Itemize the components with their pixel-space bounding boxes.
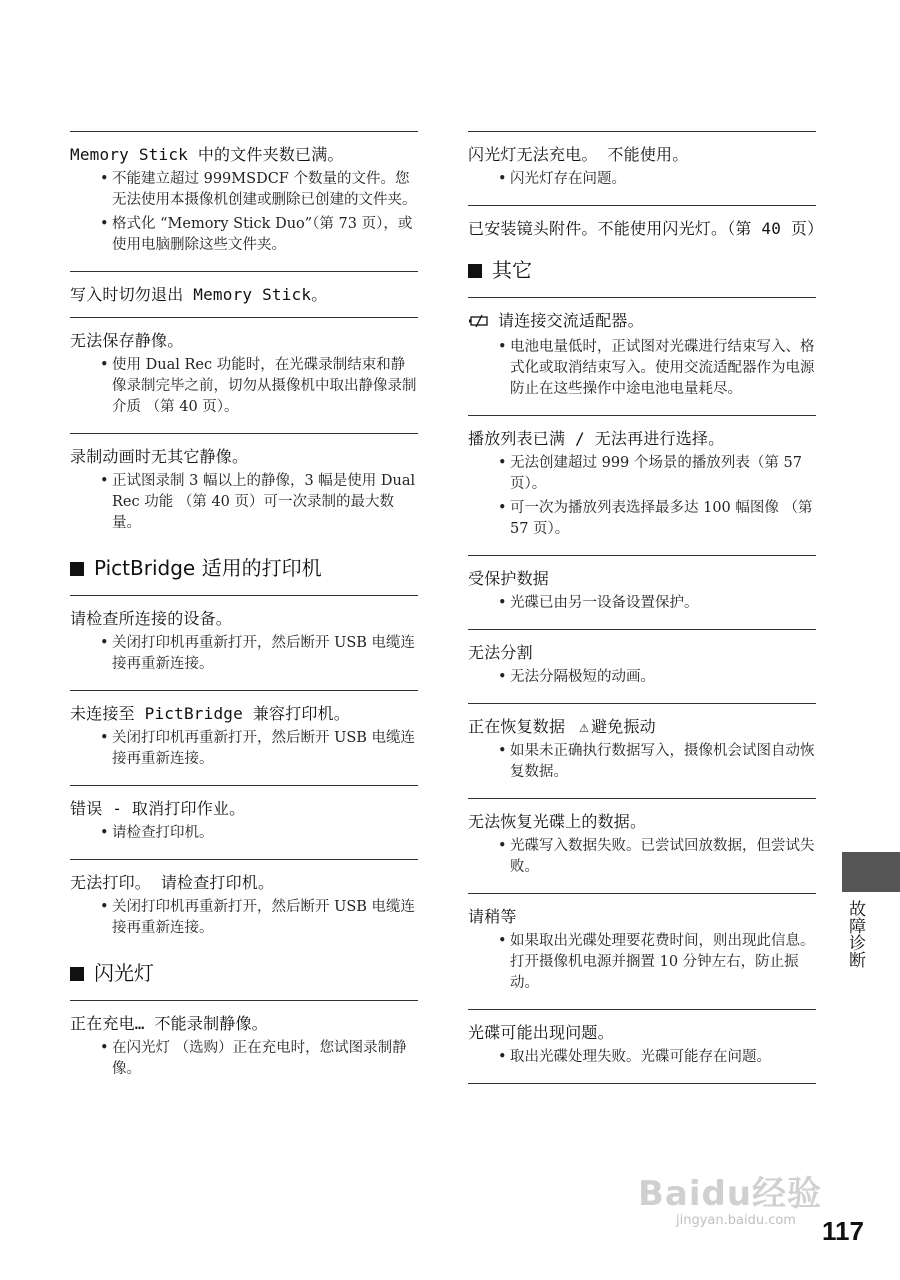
section-heading-flash <box>70 960 418 986</box>
entry-cannot-save-still <box>70 317 418 433</box>
entry-title <box>468 716 816 737</box>
warning-icon: ⚠ <box>579 717 590 736</box>
bullet-item: • 闪光灯存在问题。 <box>510 169 816 190</box>
entry-title: 无法恢复光碟上的数据。 <box>468 812 647 831</box>
bullet-list <box>468 741 816 783</box>
chapter-tab <box>842 852 900 892</box>
bullet-item: • 格式化 “Memory Stick Duo”（第 73 页），或使用电脑删除这些文件夹。 <box>112 214 418 256</box>
bullet-list <box>70 633 418 675</box>
entry-no-more-stills <box>70 433 418 549</box>
page-number: 117 <box>822 1216 864 1246</box>
entry-cannot-print <box>70 859 418 954</box>
entry-no-eject <box>70 271 418 317</box>
entry-title: 请稍等 <box>468 907 517 926</box>
section-heading-pictbridge <box>70 555 418 581</box>
bullet-item: • 关闭打印机再重新打开，然后断开 USB 电缆连接再重新连接。 <box>112 728 418 770</box>
section-title: 其它 <box>492 258 532 282</box>
entry-title-text: 请连接交流适配器。 <box>498 311 644 330</box>
bullet-item: • 请检查打印机。 <box>112 823 418 844</box>
bullet-item: • 取出光碟处理失败。光碟可能存在问题。 <box>510 1047 816 1068</box>
entry-disc-problem <box>468 1009 816 1084</box>
entry-connect-ac <box>468 297 816 415</box>
entry-title: 正在充电… 不能录制静像。 <box>70 1014 268 1033</box>
entry-protected <box>468 555 816 629</box>
entry-title: 受保护数据 <box>468 569 550 588</box>
bullet-list <box>70 897 418 939</box>
entry-title: 无法分割 <box>468 643 533 662</box>
entry-title: 写入时切勿退出 Memory Stick。 <box>70 285 328 304</box>
entry-charging <box>70 1000 418 1095</box>
bullet-item: • 正试图录制 3 幅以上的静像，3 幅是使用 Dual Rec 功能 （第 40 页）可一次录制的最大数量。 <box>112 471 418 534</box>
entry-cannot-divide <box>468 629 816 703</box>
bullet-item: • 无法创建超过 999 个场景的播放列表（第 57 页）。 <box>510 453 816 495</box>
entry-title: 未连接至 PictBridge 兼容打印机。 <box>70 704 350 723</box>
section-square-icon <box>70 967 84 981</box>
bullet-item: • 关闭打印机再重新打开，然后断开 USB 电缆连接再重新连接。 <box>112 633 418 675</box>
bullet-list <box>70 728 418 770</box>
entry-title: 闪光灯无法充电。 不能使用。 <box>468 145 689 164</box>
entry-memory-stick-full <box>70 131 418 271</box>
bullet-item: • 如果取出光碟处理要花费时间，则出现此信息。打开摄像机电源并搁置 10 分钟左右，防止振动。 <box>510 931 816 994</box>
bullet-list <box>70 471 418 534</box>
entry-title-text: 正在恢复数据 <box>468 717 566 736</box>
section-title: PictBridge 适用的打印机 <box>94 556 322 580</box>
bullet-list <box>468 169 816 190</box>
bullet-list <box>70 169 418 256</box>
entry-please-wait <box>468 893 816 1009</box>
bullet-item: • 不能建立超过 999MSDCF 个数量的文件。您无法使用本摄像机创建或删除已创建的文件夹。 <box>112 169 418 211</box>
entry-title: Memory Stick 中的文件夹数已满。 <box>70 145 344 164</box>
entry-title: 请检查所连接的设备。 <box>70 609 233 628</box>
entry-title: 错误 - 取消打印作业。 <box>70 799 246 818</box>
bullet-item: • 无法分隔极短的动画。 <box>510 667 816 688</box>
entry-title: 无法打印。 请检查打印机。 <box>70 873 275 892</box>
bullet-item: • 光碟已由另一设备设置保护。 <box>510 593 816 614</box>
entry-title: 播放列表已满 / 无法再进行选择。 <box>468 429 725 448</box>
entry-title <box>468 310 816 333</box>
bullet-item: • 光碟写入数据失败。已尝试回放数据，但尝试失败。 <box>510 836 816 878</box>
bullet-list <box>468 453 816 540</box>
entry-title: 光碟可能出现问题。 <box>468 1023 614 1042</box>
entry-lens-attached <box>468 205 824 251</box>
entry-flash-no-charge <box>468 131 816 205</box>
bullet-item: • 使用 Dual Rec 功能时，在光碟录制结束和静像录制完毕之前，切勿从摄像机中取出静像录制介质 （第 40 页）。 <box>112 355 418 418</box>
section-square-icon <box>70 562 84 576</box>
section-square-icon <box>468 264 482 278</box>
bullet-item: • 电池电量低时，正试图对光碟进行结束写入、格式化或取消结束写入。使用交流适配器作为电源防止在这些操作中途电池电量耗尽。 <box>510 337 816 400</box>
watermark-logo: Baidu经验 <box>638 1174 823 1214</box>
entry-title: 已安装镜头附件。不能使用闪光灯。（第 40 页） <box>468 219 824 238</box>
bullet-list <box>468 1047 816 1068</box>
bullet-item: • 如果未正确执行数据写入，摄像机会试图自动恢复数据。 <box>510 741 816 783</box>
battery-empty-icon <box>468 312 490 333</box>
bullet-list <box>70 355 418 418</box>
bullet-list <box>468 593 816 614</box>
entry-title: 无法保存静像。 <box>70 331 184 350</box>
entry-error-cancel <box>70 785 418 859</box>
entry-check-device <box>70 595 418 690</box>
bullet-list <box>70 823 418 844</box>
right-column <box>468 131 824 1084</box>
entry-not-connected <box>70 690 418 785</box>
bullet-list <box>468 931 816 994</box>
watermark-url: jingyan.baidu.com <box>676 1213 796 1228</box>
bullet-item: • 可一次为播放列表选择最多达 100 幅图像 （第 57 页）。 <box>510 498 816 540</box>
left-column <box>70 131 418 1095</box>
warning-text: 避免振动 <box>591 717 656 736</box>
bullet-list <box>70 1038 418 1080</box>
entry-recovering <box>468 703 816 798</box>
entry-title: 录制动画时无其它静像。 <box>70 447 249 466</box>
entry-cannot-recover <box>468 798 816 893</box>
bullet-list <box>468 337 816 400</box>
chapter-label: 故障诊断 <box>845 900 865 968</box>
section-title: 闪光灯 <box>94 961 154 985</box>
bullet-list <box>468 667 816 688</box>
bullet-item: • 在闪光灯 （选购）正在充电时，您试图录制静像。 <box>112 1038 418 1080</box>
bullet-item: • 关闭打印机再重新打开，然后断开 USB 电缆连接再重新连接。 <box>112 897 418 939</box>
bullet-list <box>468 836 816 878</box>
section-heading-other <box>468 257 816 283</box>
entry-playlist-full <box>468 415 816 555</box>
